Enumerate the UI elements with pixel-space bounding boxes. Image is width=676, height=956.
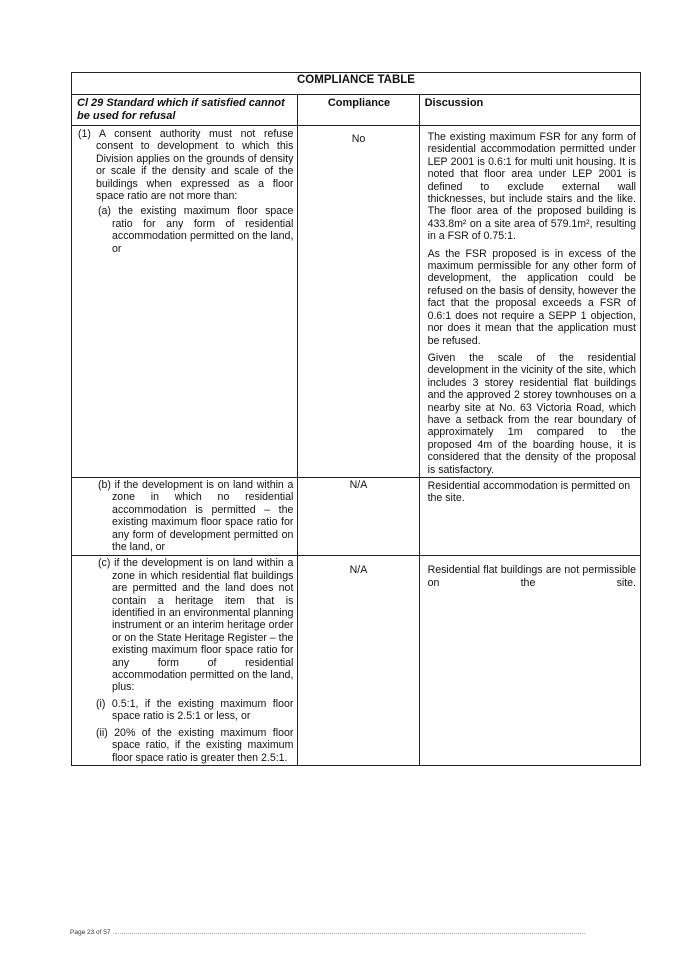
standard-text: (i) 0.5:1, if the existing maximum floor space ratio is 2.5:1 or less, or <box>96 697 294 723</box>
discussion-cell <box>419 556 640 766</box>
discussion-text: Given the scale of the residential development in the vicinity of the site, which includes 3 storey residential flat buildings and the approved 2 storey townhouses on a nearby site at No. 63 Victoria Road, which have a setback from the rear boundary of approximately 1m compared to the proposed 4m of the boarding house, it is considered that the density of the proposal is satisfactory. <box>427 351 636 476</box>
discussion-text: Residential flat buildings are not permissible on the site. <box>427 564 636 589</box>
compliance-cell: No <box>298 126 419 478</box>
standard-text: (b) if the development is on land within a zone in which no residential accommodation is permitted – the existing maximum floor space ratio for any form of development permitted on the land, or <box>98 478 294 553</box>
footer-divider <box>115 933 585 934</box>
standard-text: (1) A consent authority must not refuse consent to development to which this Division applies on the grounds of density or scale if the density and scale of the buildings when expressed as a floor space ratio are not more than: <box>78 128 294 203</box>
table-title: COMPLIANCE TABLE <box>72 73 641 95</box>
header-standard: Cl 29 Standard which if satisfied cannot be used for refusal <box>72 95 298 126</box>
standard-text: (c) if the development is on land within a zone in which residential flat buildings are permitted and the land does not contain a heritage item that is identified in an environmental planning instrument or an interim heritage order or on the State Heritage Register – the existing maximum floor space ratio for any form of residential accommodation permitted on the land, plus: <box>98 557 294 694</box>
discussion-text: Residential accommodation is permitted on the site. <box>427 479 631 505</box>
table-row <box>72 477 641 555</box>
discussion-cell <box>419 126 640 478</box>
header-compliance: Compliance <box>298 95 419 126</box>
compliance-cell: N/A <box>298 556 419 766</box>
standard-cell <box>72 556 298 766</box>
table-row <box>72 556 641 766</box>
discussion-cell <box>419 477 640 555</box>
standard-text: (a) the existing maximum floor space ratio for any form of residential accommodation permitted on the land, or <box>98 205 294 255</box>
table-row <box>72 126 641 478</box>
standard-cell <box>72 477 298 555</box>
discussion-text: As the FSR proposed is in excess of the maximum permissible for any other form of development, the application could be refused on the basis of density, however the fact that the proposal exceeds a FSR of 0.6:1 does not require a SEPP 1 objection, nor does it mean that the application must be refused. <box>427 247 636 347</box>
discussion-text: The existing maximum FSR for any form of residential accommodation permitted under LEP 2001 is 0.6:1 for multi unit housing. It is noted that floor area under LEP 2001 is defined to exclude external wall thicknesses, but include stairs and the like. The floor area of the proposed building is 433.8m² on a site area of 579.1m², resulting in a FSR of 0.75:1. <box>427 131 636 243</box>
standard-text: (ii) 20% of the existing maximum floor space ratio, if the existing maximum floor space ratio is greater then 2.5:1. <box>96 726 294 764</box>
compliance-table <box>71 72 641 766</box>
header-discussion: Discussion <box>419 95 640 126</box>
page-footer: Page 23 of 57 <box>70 929 111 936</box>
standard-cell <box>72 126 298 478</box>
compliance-cell: N/A <box>298 477 419 555</box>
